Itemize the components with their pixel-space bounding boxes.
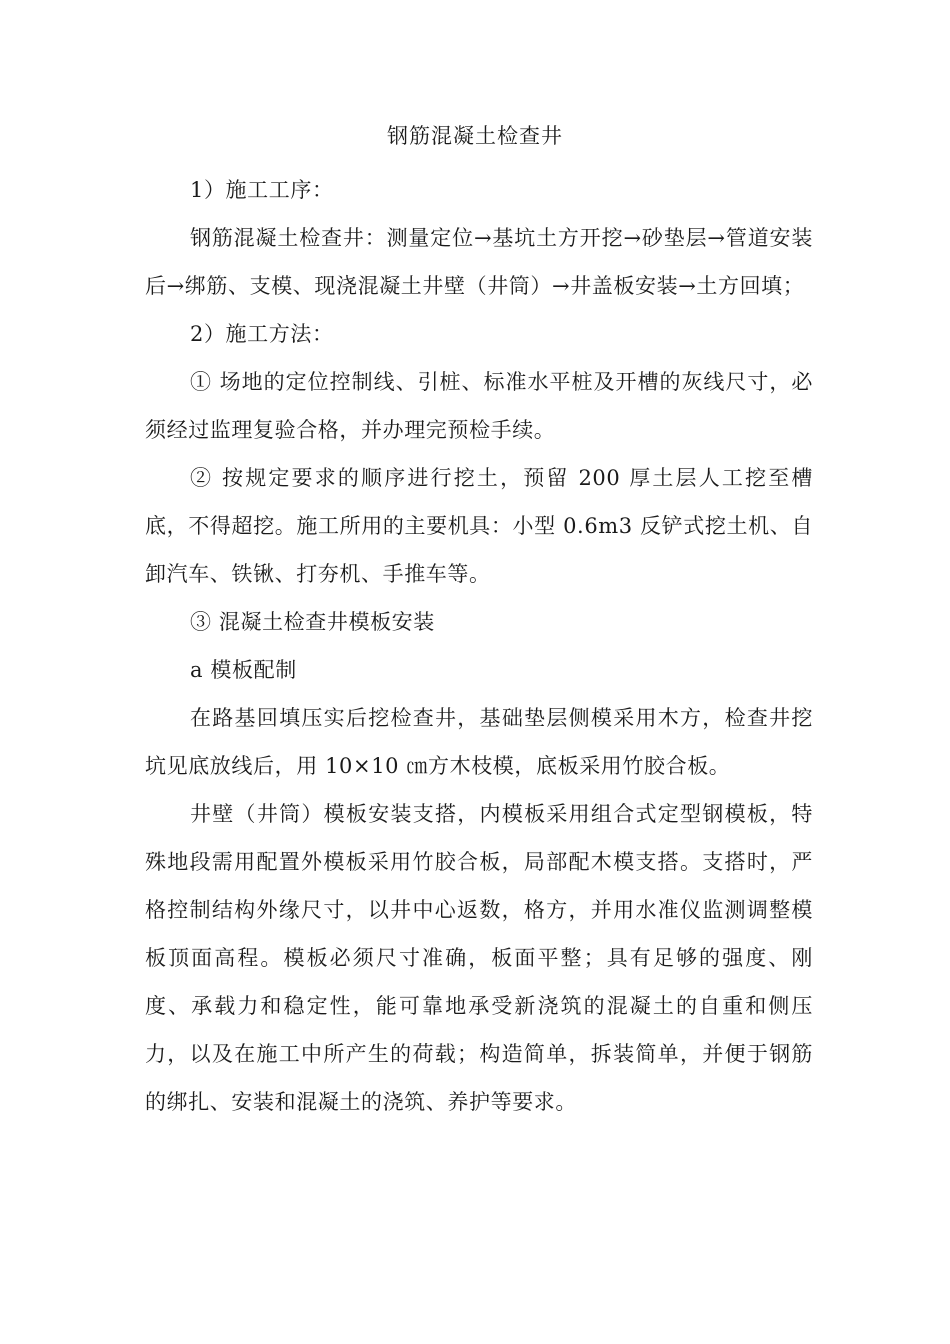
- subheading-formwork-preparation: a 模板配制: [190, 658, 297, 682]
- paragraph-method-1: ① 场地的定位控制线、引桩、标准水平桩及开槽的灰线尺寸，必须经过监理复验合格，并办理完预检手续。: [145, 370, 813, 442]
- subheading-formwork-installation: ③ 混凝土检查井模板安装: [190, 610, 435, 634]
- paragraph-process-steps: 钢筋混凝土检查井：测量定位→基坑土方开挖→砂垫层→管道安装后→绑筋、支模、现浇混凝土井壁（井筒）→井盖板安装→土方回填；: [145, 226, 813, 298]
- paragraph-method-2: ② 按规定要求的顺序进行挖土，预留 200 厚土层人工挖至槽底，不得超挖。施工所用的主要机具：小型 0.6m3 反铲式挖土机、自卸汽车、铁锹、打夯机、手推车等。: [145, 466, 813, 586]
- section-heading-process: 1）施工工序：: [190, 178, 334, 202]
- section-heading-method: 2）施工方法：: [190, 322, 334, 346]
- paragraph-base-formwork: 在路基回填压实后挖检查井，基础垫层侧模采用木方，检查井挖坑见底放线后，用 10×10 ㎝方木枝模，底板采用竹胶合板。: [145, 706, 813, 778]
- paragraph-wall-formwork: 井壁（井筒）模板安装支搭，内模板采用组合式定型钢模板，特殊地段需用配置外模板采用竹胶合板，局部配木模支搭。支搭时，严格控制结构外缘尺寸，以井中心返数，格方，并用水准仪监测调整模板顶面高程。模板必须尺寸准确，板面平整；具有足够的强度、刚度、承载力和稳定性，能可靠地承受新浇筑的混凝土的自重和侧压力，以及在施工中所产生的荷载；构造简单，拆装简单，并便于钢筋的绑扎、安装和混凝土的浇筑、养护等要求。: [145, 802, 813, 1114]
- document-title: 钢筋混凝土检查井: [387, 124, 563, 148]
- document-body: [145, 166, 813, 1126]
